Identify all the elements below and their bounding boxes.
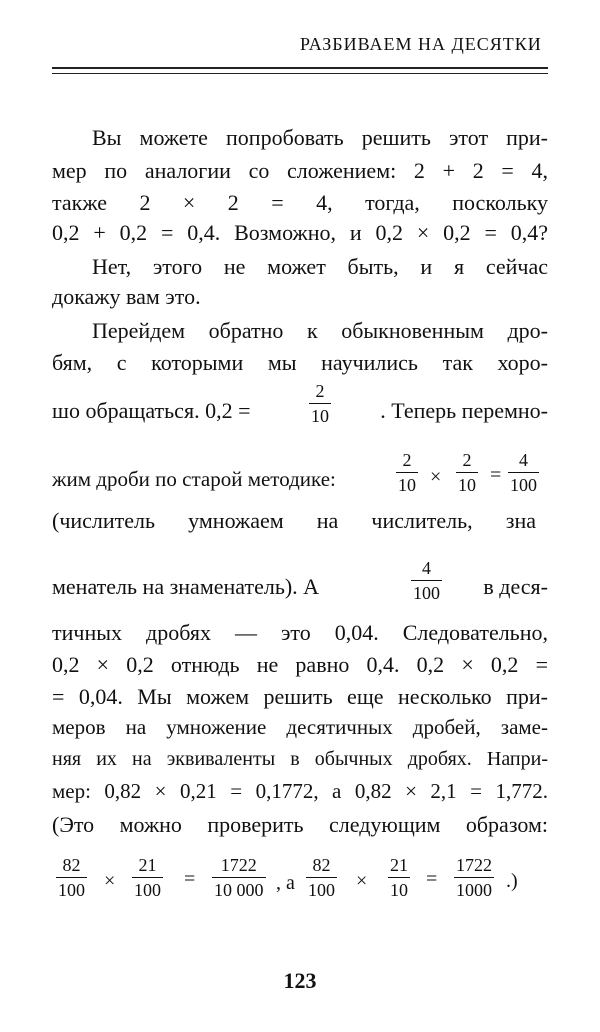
closing-paren: .) <box>506 870 518 892</box>
numerator: 2 <box>402 450 412 470</box>
text-line: Перейдем обратно к обыкновенным дро- <box>92 318 548 343</box>
text-line: мер по аналогии со сложением: 2 + 2 = 4, <box>52 158 548 183</box>
fraction-21-100 <box>132 855 163 900</box>
denominator: 10 <box>458 475 476 495</box>
fraction-21-10 <box>388 855 410 900</box>
numerator: 2 <box>462 450 472 470</box>
text-line: (Это можно проверить следующим образом: <box>52 812 548 837</box>
fraction-bar <box>306 877 337 878</box>
fraction-1722-1000 <box>454 855 494 900</box>
numerator: 4 <box>422 558 431 578</box>
text-line: Вы можете попробовать решить этот при- <box>92 125 548 150</box>
fraction-2-10 <box>309 381 331 426</box>
equals-sign: = <box>426 868 438 890</box>
denominator: 10 <box>390 880 408 900</box>
text-line: жим дроби по старой методике: <box>52 467 336 491</box>
denominator: 100 <box>134 880 161 900</box>
text-line: бям, с которыми мы научились так хоро- <box>52 350 548 375</box>
fraction-4-100 <box>508 450 539 495</box>
fraction-bar <box>508 472 539 473</box>
denominator: 100 <box>308 880 335 900</box>
text-line: в деся- <box>483 574 548 599</box>
text-line: (числитель умножаем на числитель, зна <box>52 508 536 533</box>
text-line: менатель на знаменатель). А <box>52 574 320 599</box>
text-line: няя их на эквиваленты в обычных дробях. Напри- <box>52 748 548 770</box>
fraction-bar <box>456 472 478 473</box>
numerator: 4 <box>519 450 528 470</box>
equals-sign: = <box>184 868 196 890</box>
fraction-bar <box>388 877 410 878</box>
header-rule-thin <box>52 73 548 74</box>
fraction-82-100 <box>306 855 337 900</box>
numerator: 82 <box>312 855 331 875</box>
numerator: 1722 <box>456 855 492 875</box>
numerator: 21 <box>390 855 408 875</box>
fraction-4-100 <box>411 558 442 603</box>
text-line: мер: 0,82 × 0,21 = 0,1772, а 0,82 × 2,1 = 1,772. <box>52 779 548 803</box>
numerator: 82 <box>62 855 81 875</box>
fraction-2-10 <box>456 450 478 495</box>
page-number: 123 <box>283 968 317 993</box>
denominator: 10 <box>398 475 416 495</box>
text-line: = 0,04. Мы можем решить еще несколько при- <box>52 684 548 709</box>
numerator: 1722 <box>220 855 257 875</box>
fraction-bar <box>132 877 163 878</box>
fraction-bar <box>454 877 494 878</box>
numerator: 21 <box>138 855 157 875</box>
fraction-bar <box>309 403 331 404</box>
text-line: также 2 × 2 = 4, тогда, поскольку <box>52 190 548 215</box>
times-sign: × <box>356 870 368 892</box>
fraction-1722-10000 <box>212 855 266 900</box>
denominator: 100 <box>510 475 537 495</box>
times-sign: × <box>430 466 442 488</box>
header-rule-thick <box>52 67 548 69</box>
fraction-2-10 <box>396 450 418 495</box>
fraction-bar <box>396 472 418 473</box>
denominator: 1000 <box>456 880 492 900</box>
fraction-82-100 <box>56 855 87 900</box>
text-line: докажу вам это. <box>52 284 201 309</box>
denominator: 10 <box>311 406 329 426</box>
text-line: тичных дробях — это 0,04. Следовательно, <box>52 620 548 645</box>
fraction-bar <box>212 877 266 878</box>
text-line: 0,2 × 0,2 отнюдь не равно 0,4. 0,2 × 0,2 = <box>52 652 548 677</box>
times-sign: × <box>104 870 116 892</box>
denominator: 10 000 <box>214 880 264 900</box>
running-header: РАЗБИВАЕМ НА ДЕСЯТКИ <box>300 34 542 54</box>
text-line: шо обращаться. 0,2 = <box>52 398 251 423</box>
denominator: 100 <box>413 583 440 603</box>
text-line: 0,2 + 0,2 = 0,4. Возможно, и 0,2 × 0,2 = 0,4? <box>52 220 548 245</box>
fraction-bar <box>56 877 87 878</box>
numerator: 2 <box>315 381 325 401</box>
equals-sign: = <box>490 464 502 486</box>
comma-and: , а <box>276 872 295 894</box>
fraction-bar <box>411 580 442 581</box>
text-line: Нет, этого не может быть, и я сейчас <box>92 254 548 279</box>
denominator: 100 <box>58 880 85 900</box>
text-line: . Теперь перемно- <box>380 398 548 423</box>
text-line: меров на умножение десятичных дробей, заме- <box>52 715 548 739</box>
